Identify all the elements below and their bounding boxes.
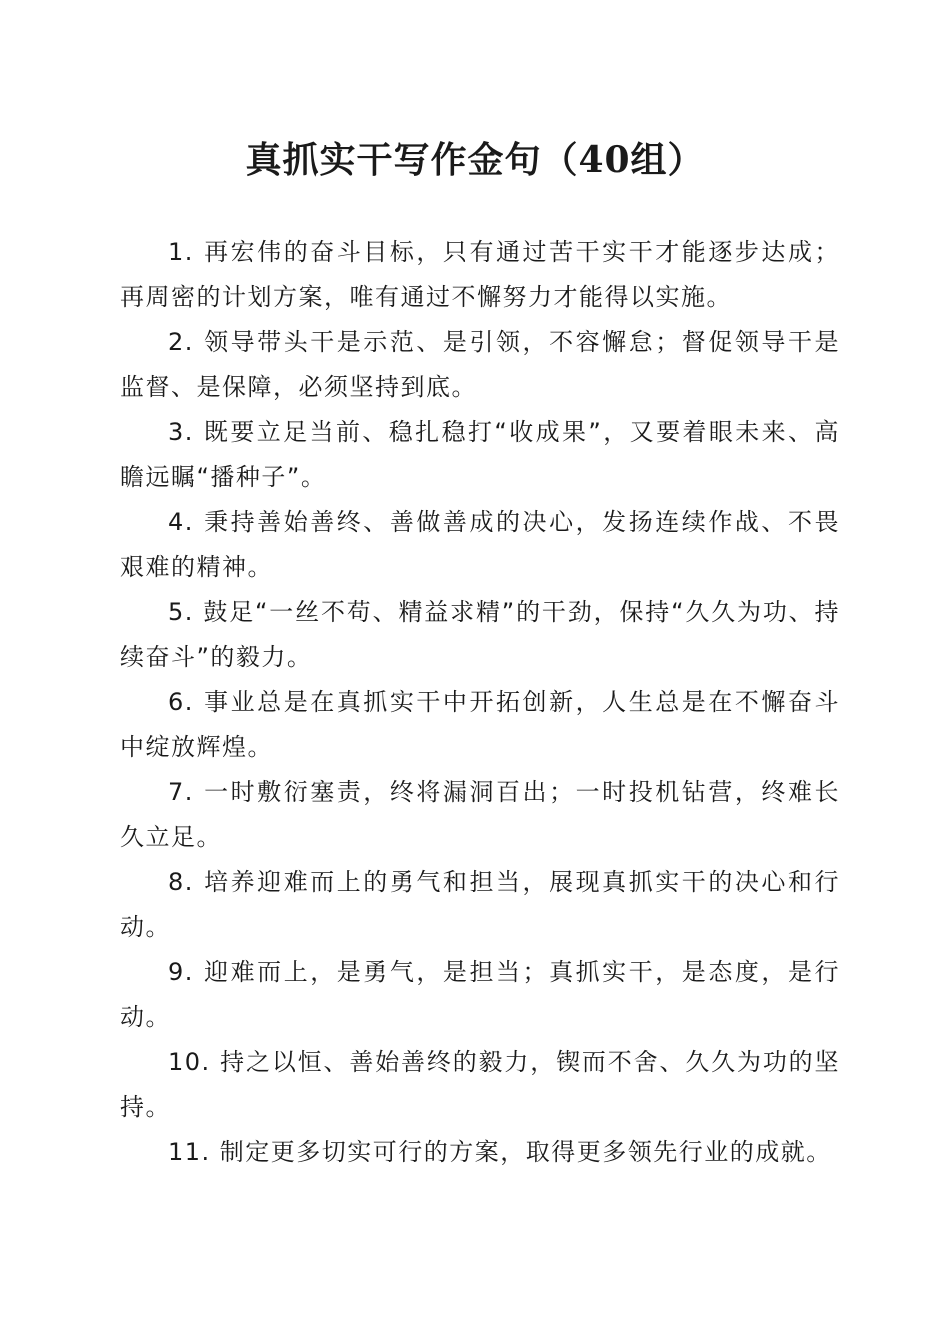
paragraph-1: 1. 再宏伟的奋斗目标，只有通过苦干实干才能逐步达成；再周密的计划方案，唯有通过不懈努力才能得以实施。 <box>120 238 840 311</box>
paragraph-2: 2. 领导带头干是示范、是引领，不容懈怠；督促领导干是监督、是保障，必须坚持到底。 <box>120 328 840 401</box>
paragraph-11: 11. 制定更多切实可行的方案，取得更多领先行业的成就。 <box>168 1138 832 1166</box>
document-title: 真抓实干写作金句（40组） <box>245 139 705 181</box>
paragraph-3: 3. 既要立足当前、稳扎稳打“收成果”，又要着眼未来、高瞻远瞩“播种子”。 <box>120 418 840 491</box>
document-body <box>120 230 840 1175</box>
paragraph-6: 6. 事业总是在真抓实干中开拓创新，人生总是在不懈奋斗中绽放辉煌。 <box>120 688 840 761</box>
paragraph-10: 10. 持之以恒、善始善终的毅力，锲而不舍、久久为功的坚持。 <box>120 1048 840 1121</box>
paragraph-7: 7. 一时敷衍塞责，终将漏洞百出；一时投机钻营，终难长久立足。 <box>120 778 840 851</box>
paragraph-9: 9. 迎难而上，是勇气，是担当；真抓实干，是态度，是行动。 <box>120 958 840 1031</box>
paragraph-8: 8. 培养迎难而上的勇气和担当，展现真抓实干的决心和行动。 <box>120 868 840 941</box>
paragraph-4: 4. 秉持善始善终、善做善成的决心，发扬连续作战、不畏艰难的精神。 <box>120 508 840 581</box>
paragraph-5: 5. 鼓足“一丝不苟、精益求精”的干劲，保持“久久为功、持续奋斗”的毅力。 <box>120 598 840 671</box>
